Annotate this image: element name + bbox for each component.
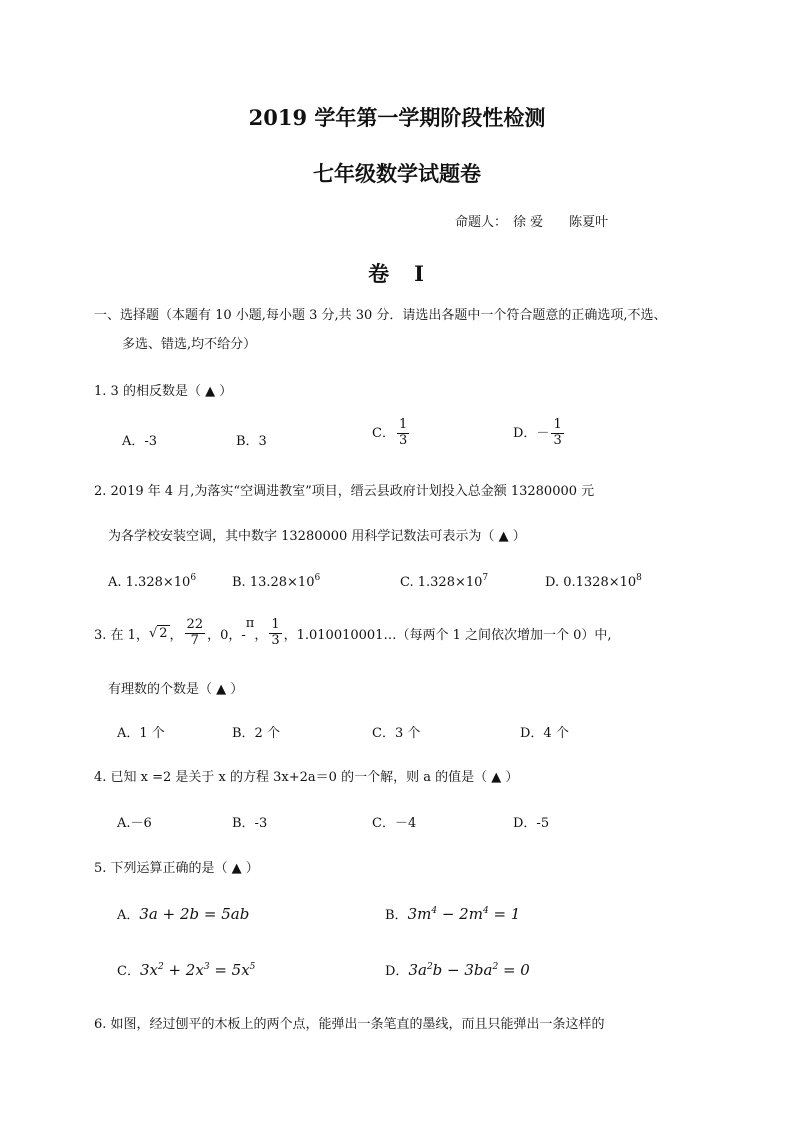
q2-option-c-exponent: 7 — [482, 573, 489, 583]
fraction-numerator: 1 — [553, 417, 562, 432]
expr-part: − 2m — [437, 905, 483, 923]
q3-option-a: A．1 个 — [117, 726, 165, 741]
q5-option-a — [117, 904, 249, 923]
q1-option-b: B．3 — [236, 434, 267, 449]
q4-option-c: C．－4 — [372, 816, 417, 831]
q3-middle-text: ，0，- — [207, 627, 246, 643]
fraction-numerator: 22 — [186, 617, 204, 632]
q2-option-b — [232, 573, 320, 590]
q2-option-d — [545, 573, 642, 590]
author-1: 徐 爱 — [513, 215, 544, 230]
q3-sqrt: √ 2 — [148, 625, 168, 641]
q3-option-d: D．4 个 — [520, 726, 569, 741]
q2-option-c-base: C. 1.328×10 — [400, 575, 483, 590]
q1-stem: 1. 3 的相反数是（ ▲ ） — [94, 384, 233, 399]
q2-stem-line1: 2. 2019 年 4 月,为落实“空调进教室”项目，缙云县政府计划投入总金额 13280000 元 — [94, 484, 595, 499]
q1-option-c-label: C． — [372, 425, 395, 441]
q5-option-a-expression: 3a + 2b = 5ab — [139, 905, 250, 923]
q5-option-b-expression — [408, 905, 521, 923]
q4-stem: 4. 已知 x =2 是关于 x 的方程 3x+2a＝0 的一个解，则 a 的值是（ ▲ ） — [94, 770, 519, 785]
q2-option-a-base: A. 1.328×10 — [108, 575, 191, 590]
section-heading-line2: 多选、错选,均不给分） — [122, 337, 257, 352]
q1-option-d-fraction — [551, 418, 563, 449]
q3-separator: ， — [169, 627, 183, 643]
q2-option-d-exponent: 8 — [636, 573, 642, 583]
fraction-numerator: 1 — [398, 417, 408, 432]
exam-title: 2019 学年第一学期阶段性检测 — [248, 105, 546, 130]
q3-fraction-22-7 — [185, 618, 206, 649]
q4-option-d: D．-5 — [513, 816, 550, 831]
q5-option-d-label: D． — [385, 964, 409, 979]
q4-option-a: A.－6 — [117, 816, 152, 831]
q3-separator: ， — [254, 627, 268, 643]
authors-line — [455, 211, 614, 230]
fraction-denominator: 7 — [190, 632, 199, 648]
q2-option-b-exponent: 6 — [314, 573, 321, 583]
q5-stem: 5. 下列运算正确的是（ ▲ ） — [94, 861, 259, 876]
q2-option-a — [108, 573, 196, 590]
section-heading-line1: 一、选择题（本题有 10 小题,每小题 3 分,共 30 分．请选出各题中一个符合题意的正确选项,不选、 — [94, 308, 667, 323]
q5-option-b-label: B． — [385, 908, 408, 923]
expr-part: = 1 — [488, 905, 521, 923]
q2-stem-line2: 为各学校安装空调，其中数字 13280000 用科学记数法可表示为（ ▲ ） — [108, 529, 526, 544]
expr-part: = 5x — [209, 961, 250, 979]
q5-option-a-label: A． — [117, 908, 140, 923]
q1-option-d — [513, 418, 566, 449]
q3-option-b: B．2 个 — [232, 726, 280, 741]
exam-subtitle: 七年级数学试题卷 — [313, 161, 481, 186]
q3-prefix: 3. 在 1， — [94, 627, 149, 643]
q6-stem: 6. 如图，经过刨平的木板上的两个点，能弹出一条笔直的墨线，而且只能弹出一条这样的 — [94, 1017, 605, 1032]
fraction-denominator: 3 — [271, 632, 280, 648]
q1-option-c — [372, 418, 411, 449]
expr-exponent: 2 — [492, 962, 499, 972]
expr-part: 3a — [408, 961, 427, 979]
q3-suffix: ，1.010010001…（每两个 1 之间依次增加一个 0）中, — [283, 627, 612, 643]
sqrt-radicand: 2 — [159, 625, 168, 641]
expr-part: b − 3ba — [432, 961, 493, 979]
fraction-denominator: 3 — [553, 432, 562, 448]
expr-exponent: 2 — [426, 962, 433, 972]
q5-option-d — [385, 960, 530, 979]
author-label: 命题人： — [455, 215, 508, 230]
q1-option-d-label: D．－ — [513, 425, 550, 441]
expr-part: = 0 — [498, 961, 530, 979]
expr-part: 3m — [407, 905, 432, 923]
q2-option-d-base: D. 0.1328×10 — [545, 575, 637, 590]
q1-option-c-fraction — [397, 418, 409, 449]
q5-option-c-expression — [140, 961, 255, 979]
expr-part: 3x — [139, 961, 158, 979]
author-2: 陈夏叶 — [569, 215, 609, 230]
q3-stem-line2: 有理数的个数是（ ▲ ） — [108, 682, 244, 697]
q3-stem-line1 — [94, 615, 612, 649]
q2-option-a-exponent: 6 — [190, 573, 197, 583]
volume-heading: 卷 Ⅰ — [368, 261, 426, 286]
expr-exponent: 4 — [482, 906, 489, 916]
q2-option-c — [400, 573, 488, 590]
expr-part: + 2x — [163, 961, 204, 979]
q1-option-a: A．-3 — [122, 434, 158, 449]
q4-option-b: B．-3 — [232, 816, 268, 831]
expr-exponent: 4 — [431, 906, 438, 916]
expr-exponent: 5 — [249, 962, 256, 972]
q2-option-b-base: B. 13.28×10 — [232, 575, 315, 590]
q5-option-b — [385, 904, 520, 923]
expr-exponent: 2 — [157, 962, 164, 972]
q5-option-c — [117, 960, 255, 979]
fraction-denominator: 3 — [398, 432, 408, 448]
q3-fraction-1-3 — [269, 618, 281, 649]
q5-option-d-expression — [408, 961, 529, 979]
q3-pi: π — [245, 615, 255, 631]
fraction-numerator: 1 — [271, 617, 280, 632]
q3-option-c: C．3 个 — [372, 726, 421, 741]
expr-exponent: 3 — [203, 962, 210, 972]
q5-option-c-label: C． — [117, 964, 140, 979]
